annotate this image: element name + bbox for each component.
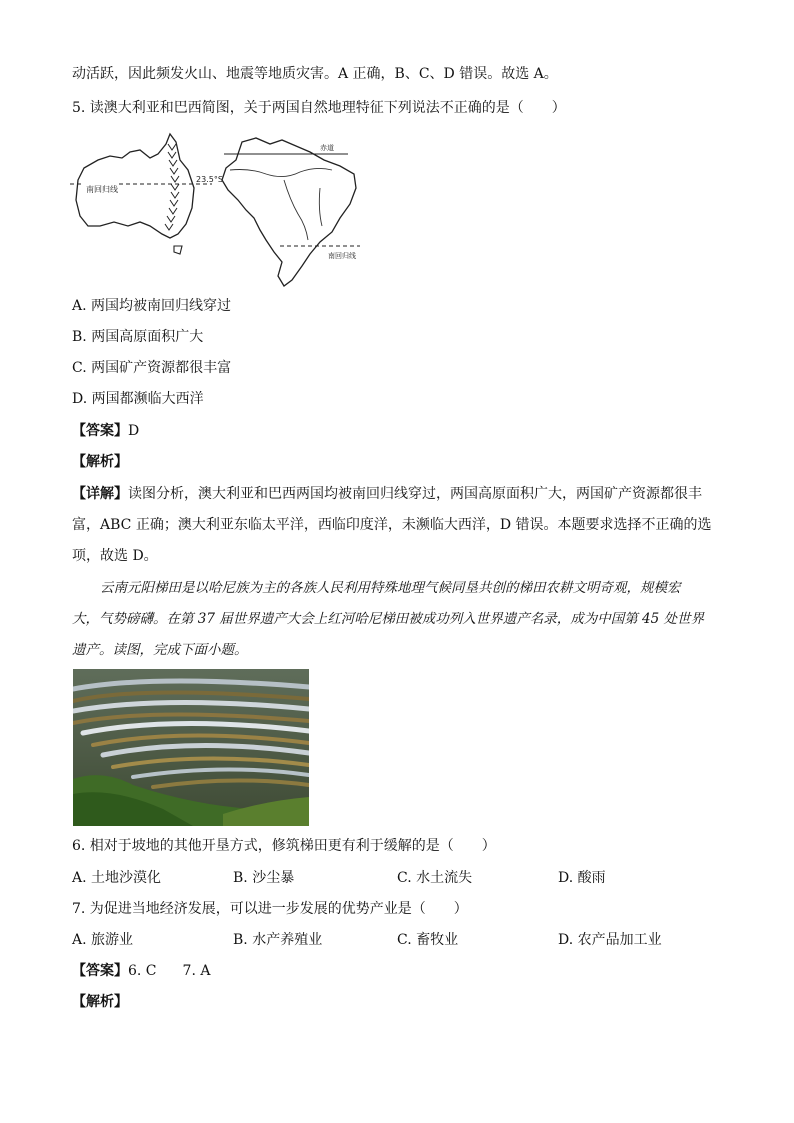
mountain-range <box>165 144 179 230</box>
q7-option-d: D. 农产品加工业 <box>558 932 662 948</box>
detail-label: 【详解】 <box>72 486 128 502</box>
q6-option-a: A. 土地沙漠化 <box>72 870 162 886</box>
river-2 <box>284 180 308 240</box>
q7-option-b: B. 水产养殖业 <box>233 932 323 948</box>
tasmania-outline <box>174 246 182 254</box>
answer-7: 7. A <box>182 963 211 979</box>
amazon-river <box>230 168 332 176</box>
q5-detail-line-1 <box>72 484 702 504</box>
answer-6: 6. C <box>128 963 157 979</box>
detail-text-1: 读图分析，澳大利亚和巴西两国均被南回归线穿过，两国高原面积广大，两国矿产资源都很丰 <box>128 486 702 502</box>
river-3 <box>319 188 322 226</box>
q5-option-c: C. 两国矿产资源都很丰富 <box>72 360 232 376</box>
passage-line-2: 大，气势磅礴。在第 37 届世界遗产大会上红河哈尼梯田被成功列入世界遗产名录，成为中国第 45 处世界 <box>72 611 705 627</box>
australia-brazil-map <box>70 130 365 290</box>
rice-terrace-photo <box>73 669 309 826</box>
passage-line-1: 云南元阳梯田是以哈尼族为主的各族人民利用特殊地理气候同垦共创的梯田农耕文明奇观，规模宏 <box>100 580 681 596</box>
analysis-label: 【解析】 <box>72 454 128 470</box>
q7-option-c: C. 畜牧业 <box>397 932 459 948</box>
brazil-tropic-label: 南回归线 <box>328 252 356 260</box>
answers-6-7 <box>72 961 210 981</box>
australia-tropic-label: 南回归线 <box>86 185 118 194</box>
q5-option-a: A. 两国均被南回归线穿过 <box>72 298 232 314</box>
q5-detail-line-2: 富，ABC 正确；澳大利亚东临太平洋，西临印度洋，未濒临大西洋，D 错误。本题要求选择不正确的选 <box>72 517 712 533</box>
q5-analysis-label <box>72 452 128 472</box>
answers-label: 【答案】 <box>72 963 128 979</box>
q6-option-c: C. 水土流失 <box>397 870 473 886</box>
q7-option-a: A. 旅游业 <box>72 932 134 948</box>
question-7-stem: 7. 为促进当地经济发展，可以进一步发展的优势产业是（ ） <box>72 901 468 917</box>
intro-line: 动活跃，因此频发火山、地震等地质灾害。A 正确，B、C、D 错误。故选 A。 <box>72 66 558 82</box>
q5-option-b: B. 两国高原面积广大 <box>72 329 204 345</box>
q5-option-d: D. 两国都濒临大西洋 <box>72 391 204 407</box>
passage-line-3: 遗产。读图，完成下面小题。 <box>72 642 248 658</box>
q6-option-d: D. 酸雨 <box>558 870 606 886</box>
analysis-label-2: 【解析】 <box>72 994 128 1010</box>
answers-analysis <box>72 992 128 1012</box>
question-5-stem: 5. 读澳大利亚和巴西简图，关于两国自然地理特征下列说法不正确的是（ ） <box>72 100 566 116</box>
q5-detail-line-3: 项，故选 D。 <box>72 548 158 564</box>
brazil-outline <box>222 138 356 286</box>
answer-label: 【答案】 <box>72 423 128 439</box>
q5-answer <box>72 421 139 441</box>
answer-value: D <box>128 423 140 439</box>
question-6-stem: 6. 相对于坡地的其他开垦方式，修筑梯田更有利于缓解的是（ ） <box>72 838 496 854</box>
latitude-label: 23.5°S <box>196 175 223 184</box>
q6-option-b: B. 沙尘暴 <box>233 870 295 886</box>
equator-label: 赤道 <box>320 144 334 152</box>
